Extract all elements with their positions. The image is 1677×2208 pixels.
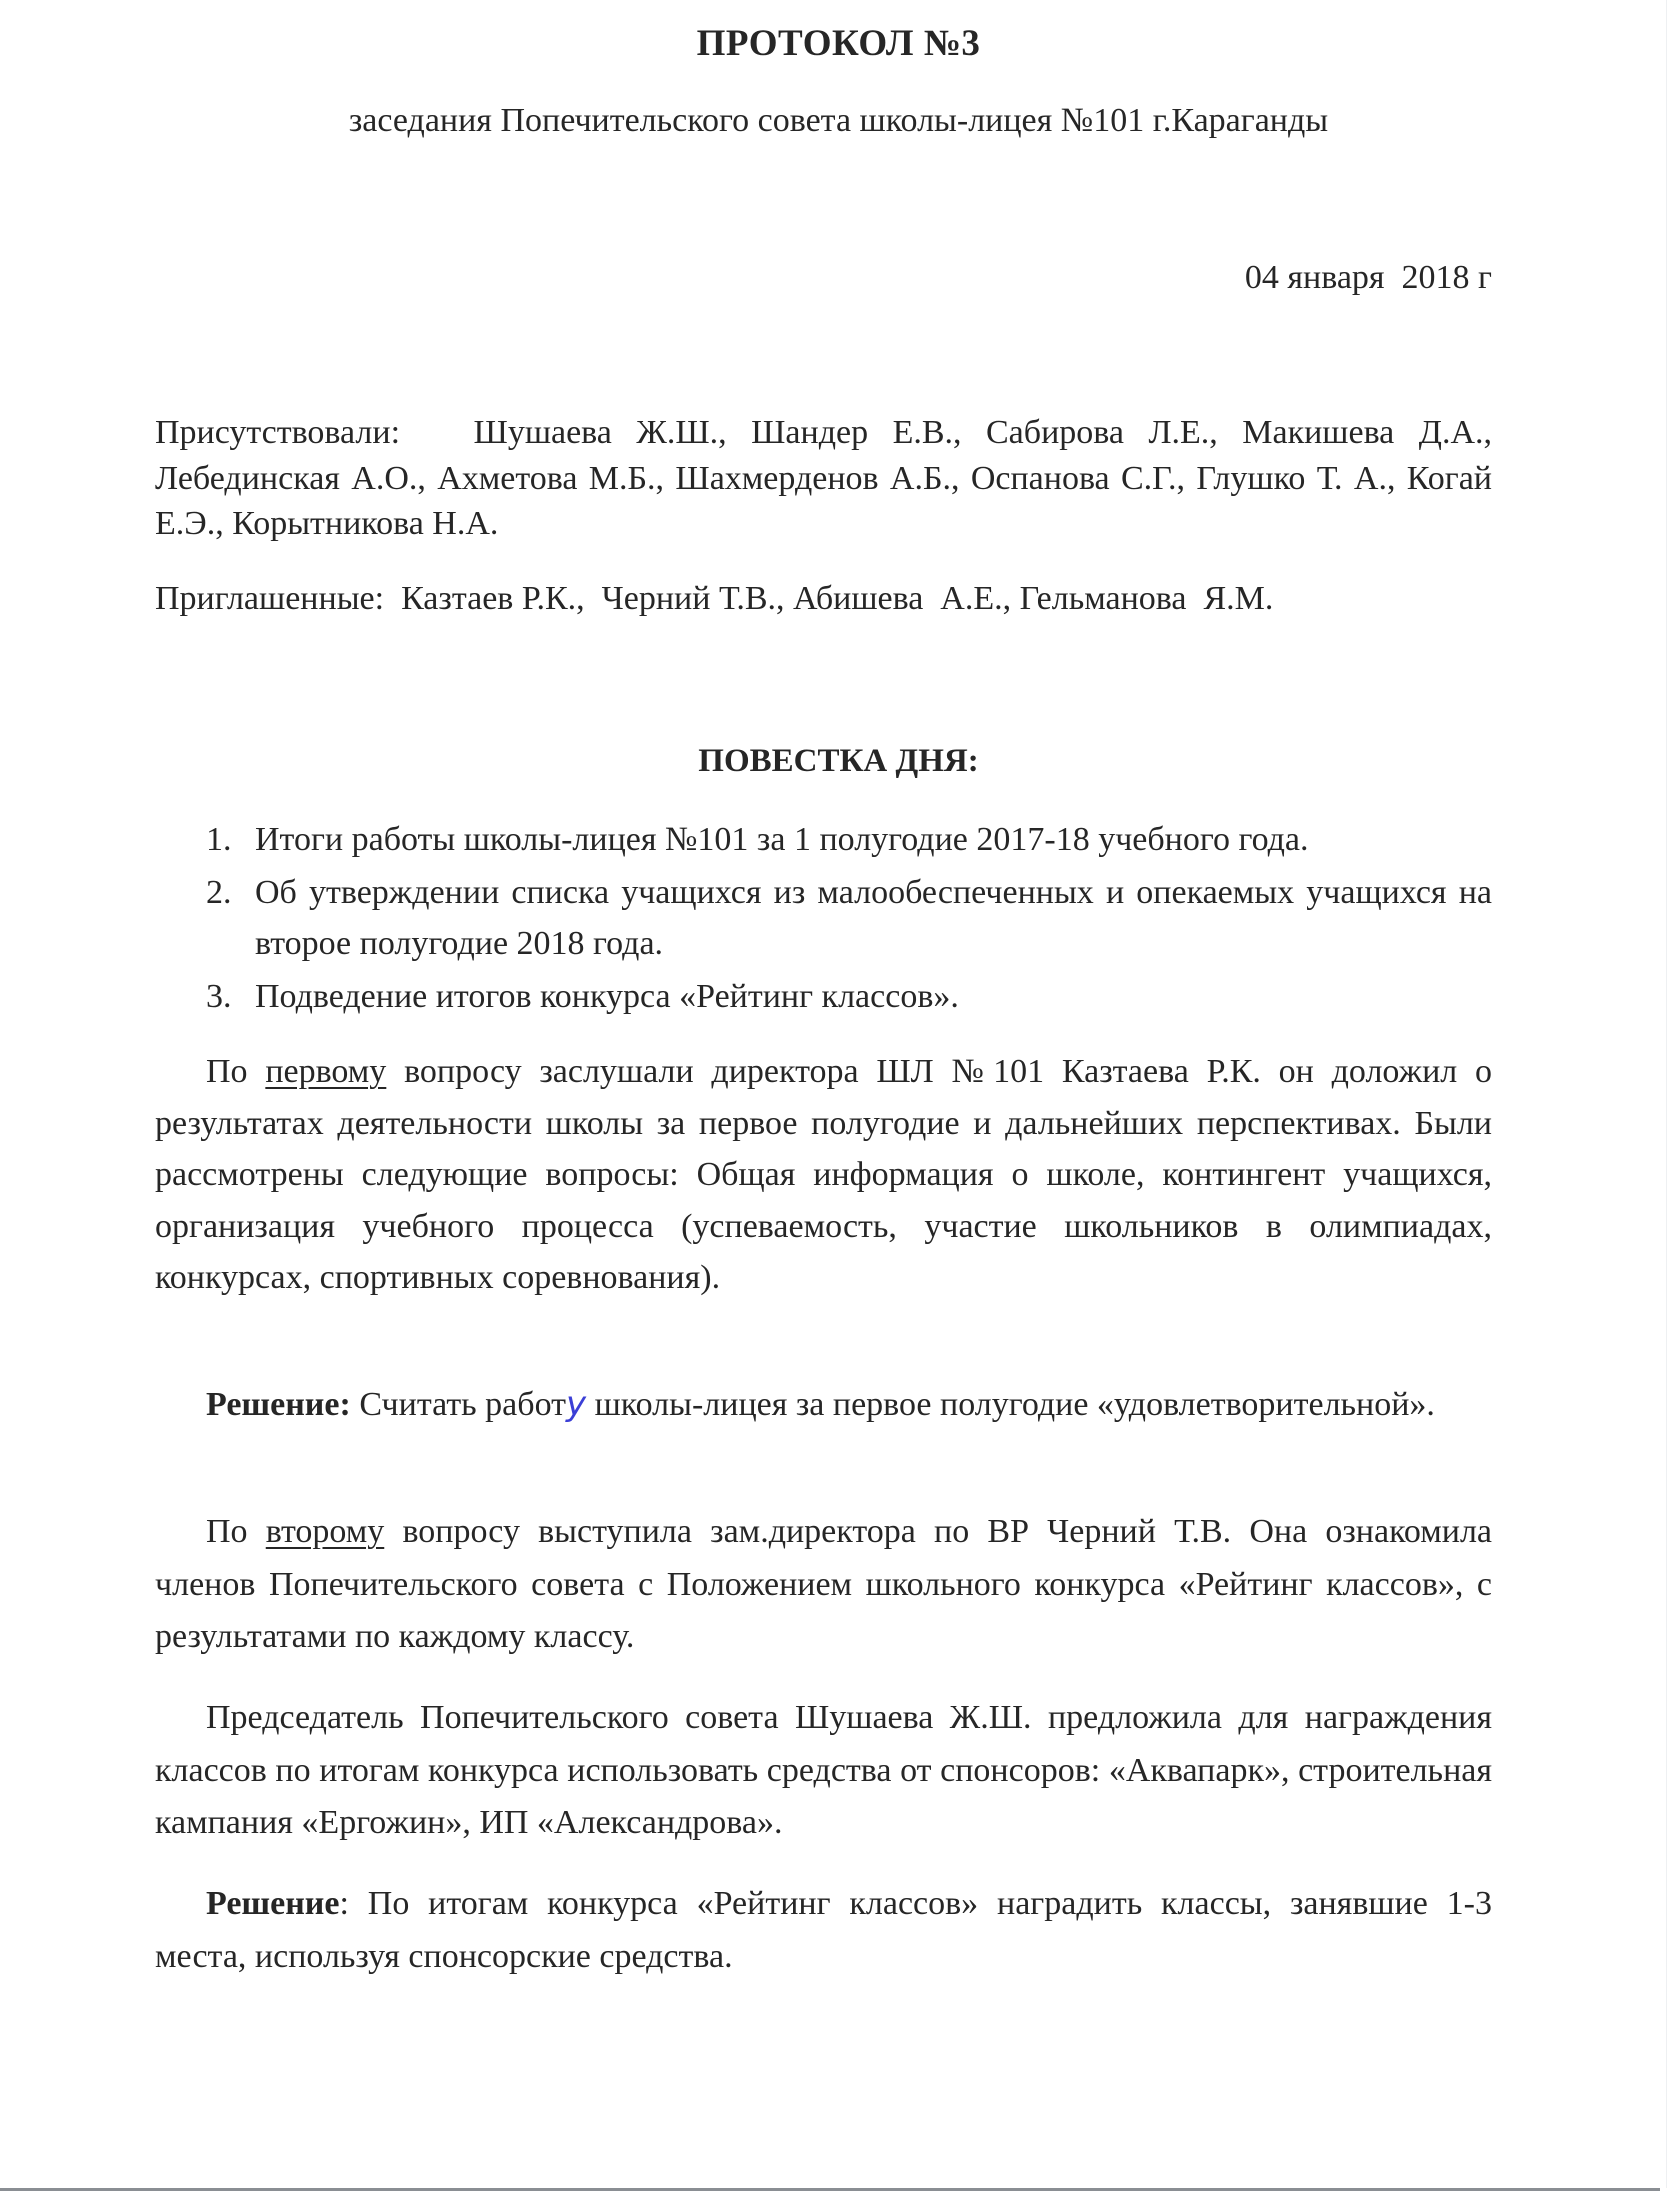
document-title: ПРОТОКОЛ №3 (696, 23, 981, 64)
decision-2 (155, 1878, 1492, 1983)
attendees-label: Присутствовали: (155, 414, 401, 451)
agenda-item (200, 971, 1492, 1022)
document-subtitle: заседания Попечительского совета школы-лицея №101 г.Караганды (348, 102, 1329, 139)
para1-underlined: первому (265, 1053, 387, 1090)
para2-lead: По (206, 1513, 248, 1550)
attendees-names: Шушаева Ж.Ш., Шандер Е.В., Сабирова Л.Е., Макишева Д.А., Лебединская А.О., Ахметова М.Б., Шахмерденов А.Б., Оспанова С.Г., Глушко Т. А., Когай Е.Э., Корытникова Н.А. (155, 414, 1493, 542)
decision-1-text-after: школы-лицея за первое полугодие «удовлетворительной». (594, 1386, 1435, 1423)
decision-1-label: Решение: (206, 1386, 351, 1423)
agenda-item-text: Итоги работы школы-лицея №101 за 1 полугодие 2017-18 учебного года. (255, 821, 1309, 858)
para1-text: вопросу заслушали директора ШЛ №101 Казтаева Р.К. он доложил о результатах деятельности школы за первое полугодие и дальнейших перспективах. Были рассмотрены следующие вопросы: Общая информация о школе, контингент учащихся, организация учебного процесса (успеваемость, участие школьников в олимпиадах, конкурсах, спортивных соревнования). (155, 1053, 1492, 1296)
document-date: 04 января 2018 г (1244, 259, 1492, 296)
decision-1 (155, 1376, 1492, 1433)
agenda-heading: ПОВЕСТКА ДНЯ: (698, 743, 979, 779)
agenda-item-number: 3. (206, 978, 232, 1015)
decision-2-label: Решение (206, 1885, 340, 1922)
agenda-item-number: 2. (206, 874, 232, 911)
para2-underlined: второму (265, 1513, 385, 1550)
decision-1-text-before: Считать работ (359, 1386, 566, 1423)
scan-bottom-line (0, 2188, 1660, 2191)
agenda-item (200, 867, 1492, 969)
chairman-proposal-paragraph: Председатель Попечительского совета Шушаева Ж.Ш. предложила для награждения классов по итогам конкурса использовать средства от спонсоров: «Аквапарк», строительная кампания «Ергожин», ИП «Александрова». (155, 1699, 1492, 1841)
invited-section (155, 576, 1492, 621)
attendees-section (155, 410, 1492, 547)
second-question-paragraph (155, 1506, 1492, 1664)
para2-text: вопросу выступила зам.директора по ВР Черний Т.В. Она ознакомила членов Попечительского совета с Положением школьного конкурса «Рейтинг классов», с результатами по каждому классу. (155, 1513, 1493, 1655)
invited-names: Казтаев Р.К., Черний Т.В., Абишева А.Е., Гельманова Я.М. (401, 580, 1274, 617)
agenda-item-text: Об утверждении списка учащихся из малообеспеченных и опекаемых учащихся на второе полугодие 2018 года. (255, 874, 1492, 962)
agenda-item-number: 1. (206, 821, 232, 858)
agenda-list (200, 814, 1492, 1024)
handwritten-correction: у (566, 1384, 587, 1424)
first-question-paragraph (155, 1046, 1492, 1304)
scan-edge-line (1666, 0, 1667, 2188)
invited-label: Приглашенные: (155, 580, 385, 617)
agenda-item-text: Подведение итогов конкурса «Рейтинг классов». (255, 978, 959, 1015)
para1-lead: По (206, 1053, 248, 1090)
decision-2-text: : По итогам конкурса «Рейтинг классов» наградить классы, занявшие 1-3 места, используя спонсорские средства. (155, 1885, 1492, 1975)
agenda-item (200, 814, 1492, 865)
